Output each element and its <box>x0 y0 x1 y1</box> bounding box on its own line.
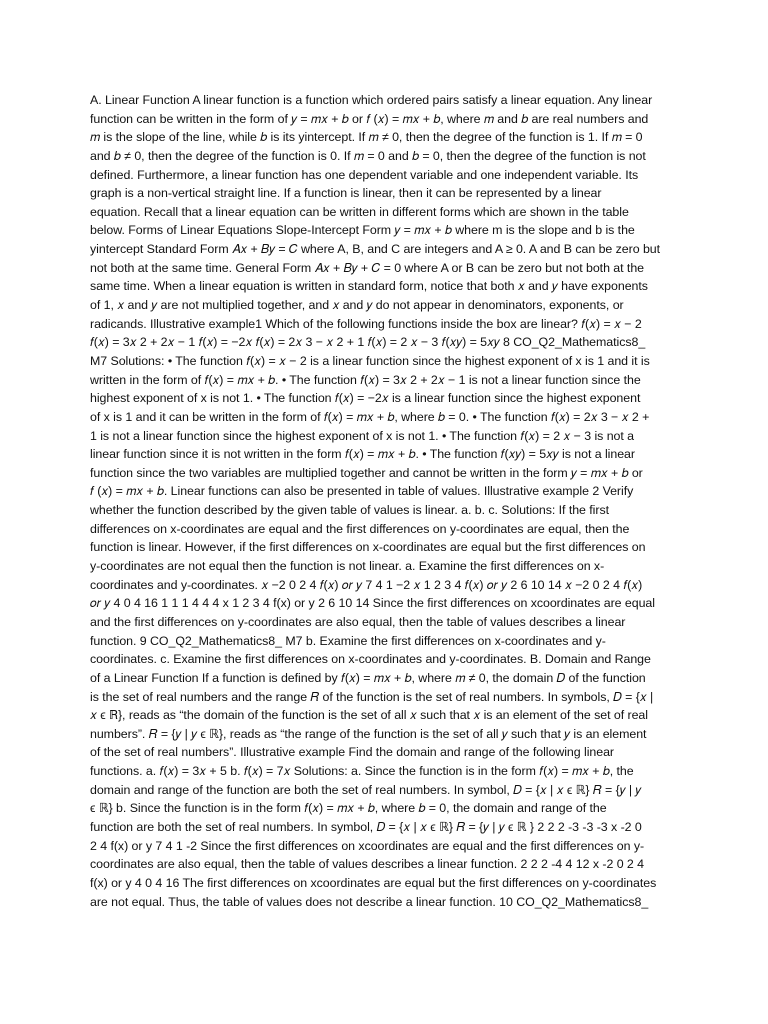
text-line: M7 Solutions: • The function 𝑓(𝑥) = 𝑥 − 2 is a linear function since the highest exponent of x is 1 and it is <box>90 353 650 368</box>
text-line: and the first differences on y-coordinates are also equal, then the table of values describes a linear <box>90 614 626 629</box>
text-line: are not equal. Thus, the table of values does not describe a linear function. 10 CO_Q2_Mathematics8_ <box>90 894 649 909</box>
text-line: defined. Furthermore, a linear function has one dependent variable and one independent variable. Its <box>90 167 639 182</box>
text-line: coordinates are also equal, then the table of values describes a linear function. 2 2 2 -4 4 12 x -2 0 2 4 <box>90 857 645 872</box>
text-line: 𝑓(𝑥) = 3𝑥 2 + 2𝑥 − 1 𝑓(𝑥) = −2𝑥 𝑓(𝑥) = 2𝑥 3 − 𝑥 2 + 1 𝑓(𝑥) = 2 𝑥 − 3 𝑓(𝑥𝑦) = 5𝑥𝑦 8 CO_Q2_Mathematics8_ <box>90 335 646 350</box>
text-line: of a Linear Function If a function is defined by 𝑓(𝑥) = 𝑚𝑥 + 𝑏, where 𝑚 ≠ 0, the domain 𝐷 of the function <box>90 670 646 685</box>
text-line: 𝑥 ϵ ℝ}, reads as “the domain of the function is the set of all 𝑥 such that 𝑥 is an element of the set of real <box>90 708 648 723</box>
text-line: domain and range of the function are both the set of real numbers. In symbol, 𝐷 = {𝑥 | 𝑥 ϵ ℝ} 𝑅 = {𝑦 | 𝑦 <box>90 782 642 797</box>
text-line: 𝑜𝑟 𝑦 4 0 4 16 1 1 1 4 4 4 x 1 2 3 4 f(x) or y 2 6 10 14 Since the first differences on xcoordinates are equal <box>90 596 655 611</box>
text-line: is the set of real numbers and the range 𝑅 of the function is the set of real numbers. In symbols, 𝐷 = {𝑥 | <box>90 689 654 704</box>
text-line: of the set of real numbers”. Illustrative example Find the domain and range of the following linear <box>90 745 615 760</box>
text-line: of 1, 𝑥 and 𝑦 are not multiplied together, and 𝑥 and 𝑦 do not appear in denominators, exponents, or <box>90 298 624 313</box>
text-line: same time. When a linear equation is written in standard form, notice that both 𝑥 and 𝑦 have exponents <box>90 279 648 294</box>
text-line: A. Linear Function A linear function is a function which ordered pairs satisfy a linear equation. Any linear <box>90 93 653 107</box>
text-line: differences on x-coordinates are equal and the first differences on y-coordinates are equal, then the <box>90 521 630 536</box>
text-line: functions. a. 𝑓(𝑥) = 3𝑥 + 5 b. 𝑓(𝑥) = 7𝑥 Solutions: a. Since the function is in the form 𝑓(𝑥) = 𝑚𝑥 + 𝑏, the <box>90 764 634 779</box>
text-line: graph is a non-vertical straight line. If a function is linear, then it can be represented by a linear <box>90 186 602 201</box>
text-line: f(x) or y 4 0 4 16 The first differences on xcoordinates are equal but the first differences on y-coordinates <box>90 875 657 890</box>
text-line: y-coordinates are not equal then the function is not linear. a. Examine the first differences on x- <box>90 559 605 574</box>
text-line: ϵ ℝ} b. Since the function is in the form 𝑓(𝑥) = 𝑚𝑥 + 𝑏, where 𝑏 = 0, the domain and range of the <box>90 801 607 816</box>
text-line: of x is 1 and it can be written in the form of 𝑓(𝑥) = 𝑚𝑥 + 𝑏, where 𝑏 = 0. • The function 𝑓(𝑥) = 2𝑥 3 − 𝑥 2 + <box>90 409 650 424</box>
text-line: radicands. Illustrative example1 Which of the following functions inside the box are linear? 𝑓(𝑥) = 𝑥 − 2 <box>90 316 642 331</box>
text-line: and 𝑏 ≠ 0, then the degree of the function is 0. If 𝑚 = 0 and 𝑏 = 0, then the degree of the function is not <box>90 148 646 163</box>
text-line: whether the function described by the given table of values is linear. a. b. c. Solutions: If the first <box>90 503 609 518</box>
text-line: equation. Recall that a linear equation can be written in different forms which are shown in the table <box>90 204 629 219</box>
text-line: function is linear. However, if the first differences on x-coordinates are equal but the first differences on <box>90 540 646 555</box>
text-line: function. 9 CO_Q2_Mathematics8_ M7 b. Examine the first differences on x-coordinates and y- <box>90 633 606 648</box>
text-line: coordinates. c. Examine the first differences on x-coordinates and y-coordinates. B. Domain and Range <box>90 652 651 667</box>
text-line: 𝑓 (𝑥) = 𝑚𝑥 + 𝑏. Linear functions can also be presented in table of values. Illustrative example 2 Verify <box>90 484 634 499</box>
text-line: written in the form of 𝑓(𝑥) = 𝑚𝑥 + 𝑏. • The function 𝑓(𝑥) = 3𝑥 2 + 2𝑥 − 1 is not a linear function since the <box>90 372 641 387</box>
text-line: 1 is not a linear function since the highest exponent of x is not 1. • The function 𝑓(𝑥) = 2 𝑥 − 3 is not a <box>90 428 635 443</box>
text-line: coordinates and y-coordinates. 𝑥 −2 0 2 4 𝑓(𝑥) 𝑜𝑟 𝑦 7 4 1 −2 𝑥 1 2 3 4 𝑓(𝑥) 𝑜𝑟 𝑦 2 6 10 14 𝑥 −2 0 2 4 𝑓(𝑥) <box>90 577 643 592</box>
text-line: 𝑚 is the slope of the line, while 𝑏 is its yintercept. If 𝑚 ≠ 0, then the degree of the function is 1. If 𝑚 = 0 <box>90 130 643 145</box>
text-line: highest exponent of x is not 1. • The function 𝑓(𝑥) = −2𝑥 is a linear function since the highest exponent <box>90 391 641 406</box>
text-line: linear function since it is not written in the form 𝑓(𝑥) = 𝑚𝑥 + 𝑏. • The function 𝑓(𝑥𝑦) = 5𝑥𝑦 is not a linear <box>90 447 635 462</box>
text-line: 2 4 f(x) or y 7 4 1 -2 Since the first differences on xcoordinates are equal and the first differences on y- <box>90 838 645 853</box>
body-text <box>90 91 675 911</box>
text-line: numbers”. 𝑅 = {𝑦 | 𝑦 ϵ ℝ}, reads as “the range of the function is the set of all 𝑦 such that 𝑦 is an element <box>90 726 647 741</box>
text-line: function can be written in the form of 𝑦 = 𝑚𝑥 + 𝑏 or 𝑓 (𝑥) = 𝑚𝑥 + 𝑏, where 𝑚 and 𝑏 are real numbers and <box>90 111 649 126</box>
text-line: yintercept Standard Form 𝐴𝑥 + 𝐵𝑦 = 𝐶 where A, B, and C are integers and A ≥ 0. A and B can be zero but <box>90 242 661 257</box>
text-line: below. Forms of Linear Equations Slope-Intercept Form 𝑦 = 𝑚𝑥 + 𝑏 where m is the slope and b is the <box>90 223 635 238</box>
text-line: not both at the same time. General Form 𝐴𝑥 + 𝐵𝑦 + 𝐶 = 0 where A or B can be zero but not both at the <box>90 260 645 275</box>
text-line: function are both the set of real numbers. In symbol, 𝐷 = {𝑥 | 𝑥 ϵ ℝ} 𝑅 = {𝑦 | 𝑦 ϵ ℝ } 2 2 2 -3 -3 -3 x -2 0 <box>90 819 642 834</box>
text-line: function since the two variables are multiplied together and cannot be written in the form 𝑦 = 𝑚𝑥 + 𝑏 or <box>90 465 643 480</box>
